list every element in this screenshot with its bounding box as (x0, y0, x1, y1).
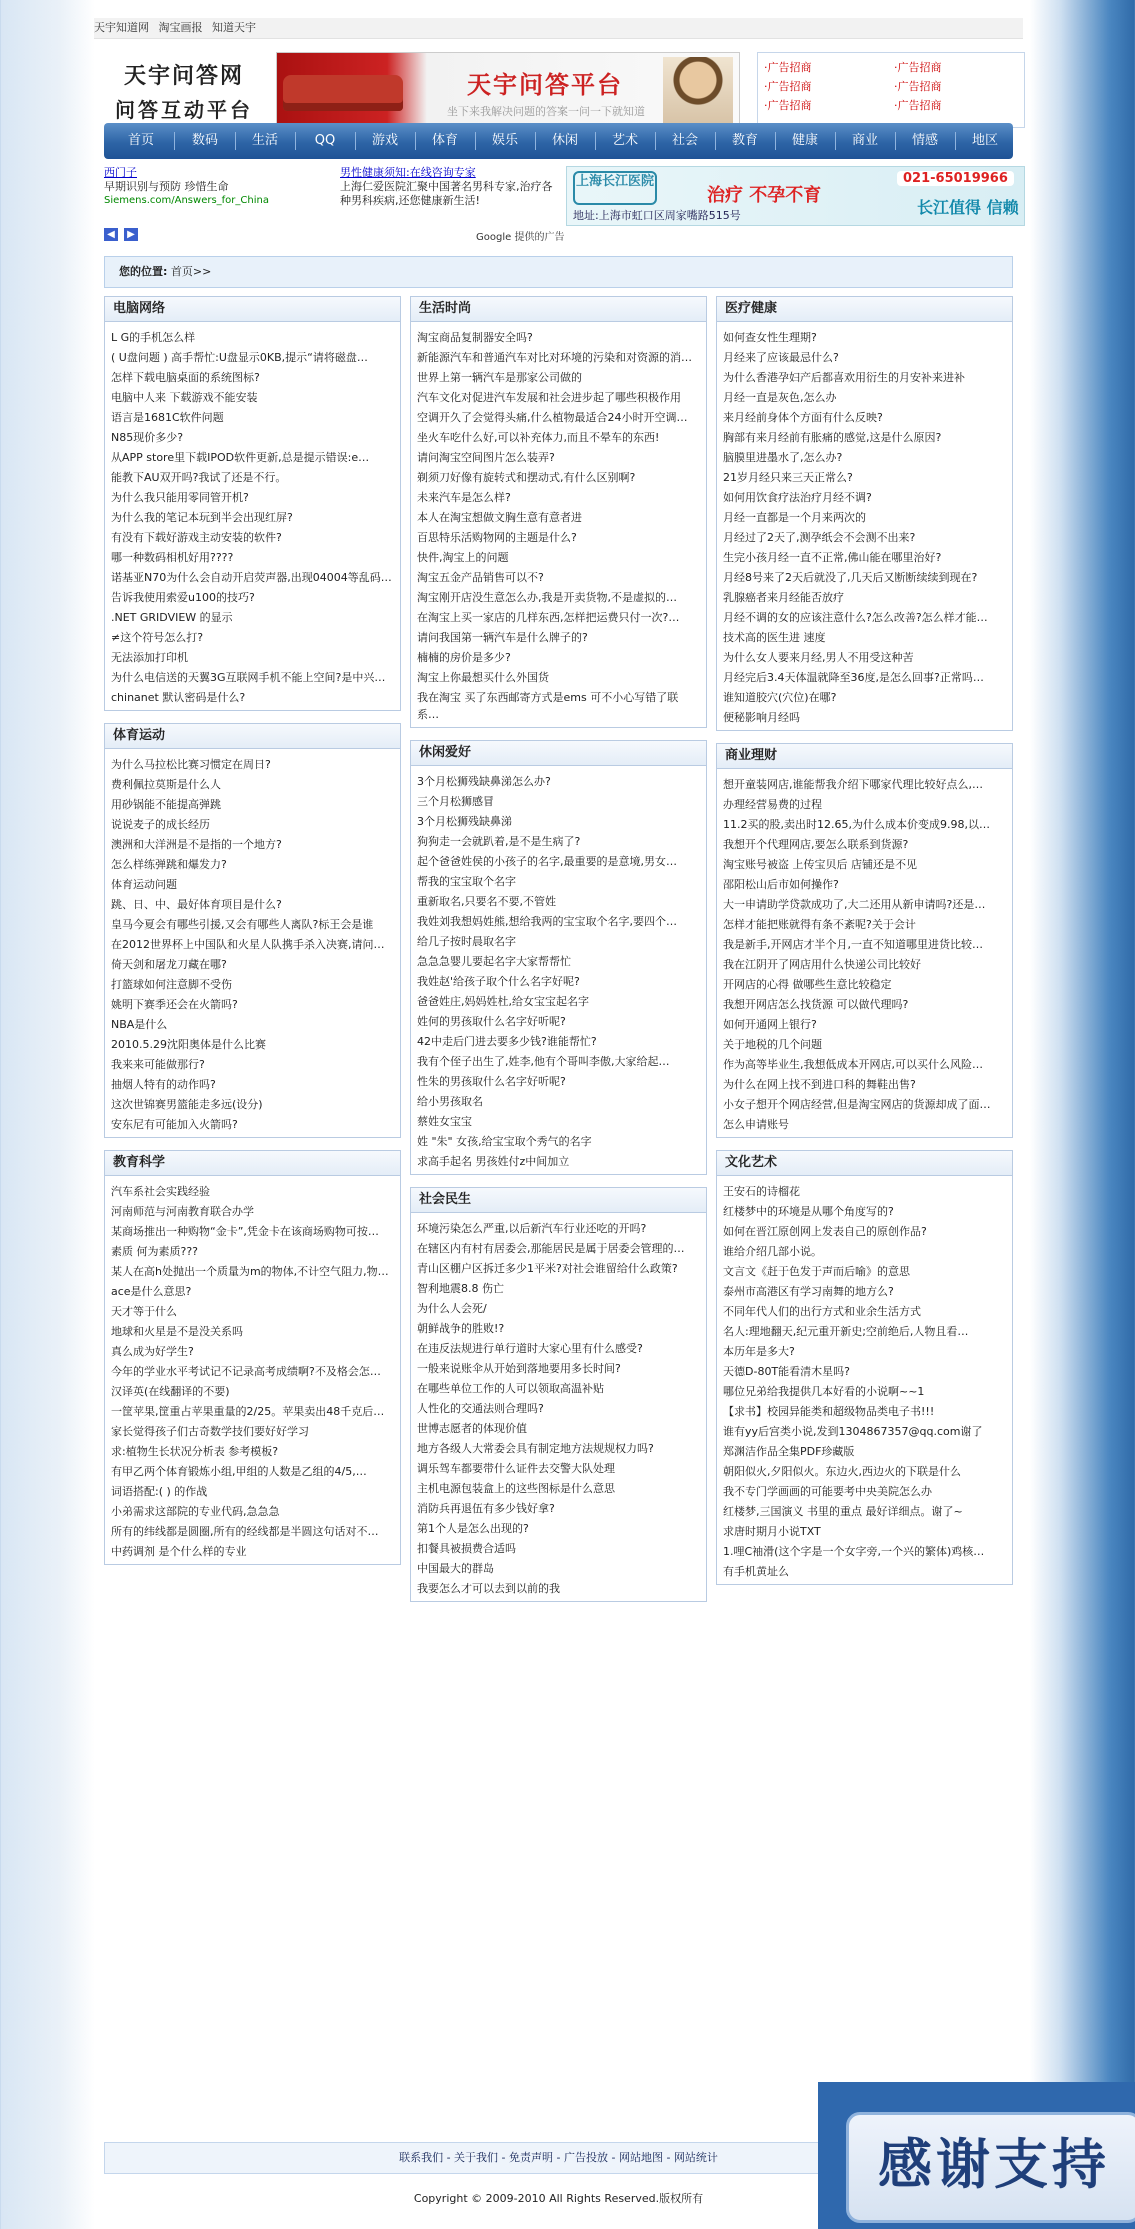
question-link[interactable]: 开网店的心得 做哪些生意比较稳定 (723, 978, 892, 991)
prev-arrow-icon[interactable]: ◀ (104, 228, 118, 241)
nav-item[interactable]: 社会 (671, 133, 698, 148)
question-link[interactable]: 为什么在网上找不到进口科的舞鞋出售? (723, 1078, 916, 1091)
question-link[interactable]: 说说麦子的成长经历 (111, 818, 210, 831)
nav-item[interactable]: 情感 (911, 133, 938, 148)
question-link[interactable]: 请问淘宝空间图片怎么装弄? (417, 451, 555, 464)
breadcrumb-label: 您的位置: (119, 265, 168, 278)
question-link[interactable]: 月经8号来了2天后就没了,几天后又断断续续到现在? (723, 571, 978, 584)
hospital-logo: 上海长江医院 (573, 171, 657, 205)
question-link[interactable]: 某商场推出一种购物“金卡”,凭金卡在该商场购物可按… (111, 1225, 379, 1238)
question-link[interactable]: 汉译英(在线翻译的不要) (111, 1385, 230, 1398)
next-arrow-icon[interactable]: ▶ (124, 228, 138, 241)
nav-separator (475, 132, 476, 150)
main-nav (104, 123, 1013, 159)
hospital-slogan: 治疗 不孕不育 (707, 185, 822, 206)
footer-link[interactable]: 网站地图 (618, 2151, 663, 2164)
nav-separator (955, 132, 956, 150)
question-link[interactable]: 急急急婴儿要起名字大家帮帮忙 (417, 955, 571, 968)
footer-link[interactable]: 广告投放 (563, 2151, 608, 2164)
question-link[interactable]: 快件,淘宝上的问题 (417, 551, 509, 564)
hospital-ad[interactable] (566, 166, 1025, 226)
question-link[interactable]: 素质 何为素质??? (111, 1245, 199, 1258)
question-link[interactable]: 胸部有来月经前有胀痛的感觉,这是什么原因? (723, 431, 942, 444)
section-title[interactable]: 电脑网络 (105, 297, 400, 322)
question-link[interactable]: ( U盘问题 ) 高手帮忙:U盘显示0KB,提示“请将磁盘… (111, 351, 368, 364)
nav-separator (715, 132, 716, 150)
question-link[interactable]: 给几子按时晨取名字 (417, 935, 516, 948)
question-link[interactable]: 空调开久了会觉得头痛,什么植物最适合24小时开空调… (417, 411, 688, 424)
site-logo[interactable] (104, 53, 264, 133)
question-link[interactable]: 我想开网店怎么找货源 可以做代理吗? (723, 998, 909, 1011)
promo-row (104, 166, 1019, 246)
nav-item[interactable]: 数码 (191, 133, 218, 148)
question-link[interactable]: 便秘影响月经吗 (723, 711, 800, 724)
ad-slot-link[interactable]: ·广告招商 (894, 99, 942, 112)
thanks-text: 感谢支持 (846, 2112, 1135, 2223)
question-list (717, 322, 1012, 730)
question-list (411, 766, 706, 1174)
nav-item[interactable]: 休闲 (551, 133, 578, 148)
question-link[interactable]: 求高手起名 男孩姓付z中间加立 (417, 1155, 570, 1168)
question-list (105, 1176, 400, 1564)
question-link[interactable]: 本历年是多大? (723, 1345, 795, 1358)
question-list (717, 769, 1012, 1137)
top-link[interactable]: 淘宝画报 (158, 21, 203, 34)
question-link[interactable]: 智利地震8.8 伤亡 (417, 1282, 504, 1295)
section-life (410, 296, 707, 728)
ad-desc: 早期识别与预防 珍惜生命 (104, 180, 229, 193)
question-link[interactable]: 倚天剑和屠龙刀藏在哪? (111, 958, 227, 971)
question-link[interactable]: 在2012世界杯上中国队和火星人队携手杀入决赛,请问… (111, 938, 385, 951)
question-link[interactable]: 郑渊洁作品全集PDF珍藏版 (723, 1445, 855, 1458)
question-link[interactable]: 谁给介绍几部小说。 (723, 1245, 822, 1258)
question-link[interactable]: 文言文《赶于色发于声而后喻》的意思 (723, 1265, 910, 1278)
ad-slot-link[interactable]: ·广告招商 (894, 61, 942, 74)
question-link[interactable]: 有甲乙两个体育锻炼小组,甲组的人数是乙组的4/5,… (111, 1465, 367, 1478)
question-link[interactable]: 我不专门学画画的可能要考中央美院怎么办 (723, 1485, 932, 1498)
column-right (716, 296, 1013, 1597)
question-link[interactable]: 在哪些单位工作的人可以领取高温补贴 (417, 1382, 604, 1395)
question-link[interactable]: 河南师范与河南教育联合办学 (111, 1205, 254, 1218)
section-title[interactable]: 体育运动 (105, 724, 400, 749)
question-link[interactable]: 世界上第一辆汽车是那家公司做的 (417, 371, 582, 384)
question-list (105, 322, 400, 710)
nav-separator (535, 132, 536, 150)
question-link[interactable]: 谁知道胶穴(穴位)在哪? (723, 691, 837, 704)
question-link[interactable]: 剃须刀好像有旋转式和摆动式,有什么区别啊? (417, 471, 636, 484)
nav-item[interactable]: 教育 (731, 133, 758, 148)
question-link[interactable]: 怎么申请账号 (723, 1118, 789, 1131)
question-link[interactable]: 如何用饮食疗法治疗月经不调? (723, 491, 872, 504)
question-link[interactable]: 楠楠的房价是多少? (417, 651, 511, 664)
question-link[interactable]: 我要怎么才可以去到以前的我 (417, 1582, 560, 1595)
question-link[interactable]: NBA是什么 (111, 1018, 168, 1031)
question-link[interactable]: 费利佩拉莫斯是什么人 (111, 778, 221, 791)
question-link[interactable]: 环境污染怎么严重,以后新汽车行业还吃的开吗? (417, 1222, 647, 1235)
question-link[interactable]: 谁有yy后宫类小说,发到1304867357@qq.com谢了 (723, 1425, 983, 1438)
top-banner-ad[interactable] (276, 52, 740, 128)
section-title[interactable]: 生活时尚 (411, 297, 706, 322)
google-ad-mid[interactable] (340, 166, 560, 208)
ad-desc: 上海仁爱医院汇聚中国著名男科专家,治疗各种男科疾病,还您健康新生活! (340, 180, 553, 207)
question-link[interactable]: 淘宝刚开店没生意怎么办,我是开卖货物,不是虚拟的… (417, 591, 677, 604)
question-link[interactable]: 安东尼有可能加入火箭吗? (111, 1118, 238, 1131)
question-link[interactable]: 人性化的交通法则合理吗? (417, 1402, 544, 1415)
question-link[interactable]: 这次世锦赛男篮能走多远(设分) (111, 1098, 263, 1111)
question-link[interactable]: 抽烟人特有的动作吗? (111, 1078, 216, 1091)
question-link[interactable]: 诺基亚N70为什么会自动开启荧声器,出现04004等乱码… (111, 571, 392, 584)
question-link[interactable]: 大一申请助学贷款成功了,大二还用从新申请吗?还是… (723, 898, 986, 911)
hospital-phone: 021-65019966 (897, 171, 1014, 186)
question-link[interactable]: 在违反法规进行单行道时大家心里有什么感受? (417, 1342, 643, 1355)
question-link[interactable]: 请问我国第一辆汽车是什么牌子的? (417, 631, 588, 644)
question-link[interactable]: 为什么马拉松比赛习惯定在周日? (111, 758, 271, 771)
question-link[interactable]: 本人在淘宝想做文胸生意有意者进 (417, 511, 582, 524)
question-link[interactable]: 坐火车吃什么好,可以补充体力,而且不晕车的东西! (417, 431, 660, 444)
nav-item[interactable]: 生活 (251, 133, 278, 148)
section-title[interactable]: 文化艺术 (717, 1151, 1012, 1176)
question-link[interactable]: 怎样下载电脑桌面的系统图标? (111, 371, 260, 384)
nav-item[interactable]: 地区 (971, 133, 998, 148)
question-link[interactable]: L G的手机怎么样 (111, 331, 196, 344)
question-link[interactable]: 用砂锅能不能提高弹跳 (111, 798, 221, 811)
top-link[interactable]: 知道天宇 (212, 21, 256, 34)
question-link[interactable]: 泰州市高港区有学习南舞的地方么? (723, 1285, 894, 1298)
question-link[interactable]: 今年的学业水平考试记不记录高考成绩啊?不及格会怎… (111, 1365, 381, 1378)
ad-title[interactable]: 西门子 (104, 166, 137, 179)
question-link[interactable]: 词语搭配:( ) 的作战 (111, 1485, 208, 1498)
question-link[interactable]: 天德D-80T能看清木星吗? (723, 1365, 850, 1378)
question-link[interactable]: 怎样才能把账就得有条不紊呢?关于会计 (723, 918, 916, 931)
question-link[interactable]: 三个月松狮感冒 (417, 795, 494, 808)
question-link[interactable]: 淘宝账号被盗 上传宝贝后 店铺还是不见 (723, 858, 917, 871)
top-link[interactable]: 天宇知道网 (94, 21, 149, 34)
question-link[interactable]: 【求书】校园异能类和超级物品类电子书!!! (723, 1405, 935, 1418)
question-link[interactable]: 3个月松狮残缺鼻涕怎么办? (417, 775, 551, 788)
question-link[interactable]: 怎么样练弹跳和爆发力? (111, 858, 227, 871)
question-link[interactable]: 我姓赵'给孩子取个什么名字好呢? (417, 975, 580, 988)
question-link[interactable]: 为什么人会死/ (417, 1302, 487, 1315)
question-link[interactable]: 21岁月经只来三天正常么? (723, 471, 853, 484)
question-link[interactable]: 性朱的男孩取什么名字好听呢? (417, 1075, 566, 1088)
question-link[interactable]: 某人在高h处抛出一个质量为m的物体,不计空气阻力,物… (111, 1265, 389, 1278)
nav-separator (415, 132, 416, 150)
question-link[interactable]: 求:植物生长状况分析表 参考模板? (111, 1445, 279, 1458)
question-link[interactable]: 月经完后3.4天体温就降至36度,是怎么回事?正常吗… (723, 671, 984, 684)
question-link[interactable]: 3个月松狮残缺鼻涕 (417, 815, 512, 828)
question-link[interactable]: 主机电源包装盒上的这些图标是什么意思 (417, 1482, 615, 1495)
question-link[interactable]: 淘宝商品复制器安全吗? (417, 331, 533, 344)
question-link[interactable]: 朝鲜战争的胜败!? (417, 1322, 505, 1335)
question-link[interactable]: 帮我的宝宝取个名字 (417, 875, 516, 888)
question-link[interactable]: 如何开通网上银行? (723, 1018, 817, 1031)
nav-separator (174, 132, 175, 150)
question-link[interactable]: 技术高的医生进 速度 (723, 631, 826, 644)
footer-link[interactable]: 网站统计 (673, 2151, 718, 2164)
question-link[interactable]: 我在淘宝 买了东西邮寄方式是ems 可不小心写错了联系… (417, 691, 679, 721)
question-link[interactable]: 月经不调的女的应该注意什么?怎么改善?怎么样才能… (723, 611, 988, 624)
section-society (410, 1187, 707, 1602)
question-link[interactable]: 王安石的诗榴花 (723, 1185, 800, 1198)
question-link[interactable]: 所有的纬线都是圆圈,所有的经线都是半圆这句话对不… (111, 1525, 379, 1538)
question-link[interactable]: 小弟需求这部院的专业代码,急急急 (111, 1505, 280, 1518)
question-link[interactable]: 关于地税的几个问题 (723, 1038, 822, 1051)
question-link[interactable]: 家长觉得孩子们古奇数学技们要好好学习 (111, 1425, 309, 1438)
section-leisure (410, 740, 707, 1175)
top-links-bar (94, 18, 1023, 39)
nav-separator (655, 132, 656, 150)
question-link[interactable]: 淘宝五金产品销售可以不? (417, 571, 544, 584)
banner-subtitle: 坐下来我解决问题的答案一问一下就知道 (447, 105, 645, 118)
question-link[interactable]: 作为高等毕业生,我想低成本开网店,可以买什么风险… (723, 1058, 983, 1071)
question-link[interactable]: 哪一种数码相机好用???? (111, 551, 234, 564)
question-link[interactable]: 重新取名,只要名不要,不管姓 (417, 895, 556, 908)
question-link[interactable]: 不同年代人们的出行方式和业余生活方式 (723, 1305, 921, 1318)
question-link[interactable]: 地方各级人大常委会具有制定地方法规规权力吗? (417, 1442, 654, 1455)
hospital-tag: 长江值得 信赖 (917, 198, 1019, 217)
nav-separator (595, 132, 596, 150)
question-link[interactable]: 脑膜里进墨水了,怎么办? (723, 451, 843, 464)
ad-slot-link[interactable]: ·广告招商 (894, 80, 942, 93)
nav-item[interactable]: 娱乐 (491, 133, 518, 148)
question-link[interactable]: 月经过了2天了,测孕纸会不会测不出来? (723, 531, 916, 544)
question-link[interactable]: 我来来可能做那行? (111, 1058, 205, 1071)
question-link[interactable]: 皇马今夏会有哪些引援,又会有哪些人离队?标王会是谁 (111, 918, 374, 931)
question-link[interactable]: 想开童装网店,谁能帮我介绍下哪家代理比较好点么,… (723, 778, 983, 791)
question-link[interactable]: 办理经营易费的过程 (723, 798, 822, 811)
question-link[interactable]: .NET GRIDVIEW 的显示 (111, 611, 233, 624)
footer-link[interactable]: 关于我们 (454, 2151, 499, 2164)
question-link[interactable]: 小女子想开个网店经营,但是淘宝网店的货源却成了面… (723, 1098, 991, 1111)
question-link[interactable]: 消防兵再退伍有多少钱好拿? (417, 1502, 555, 1515)
thanks-badge (818, 2082, 1135, 2229)
nav-item[interactable]: QQ (314, 133, 336, 148)
breadcrumb (104, 256, 1013, 288)
question-link[interactable]: 世博志愿者的体现价值 (417, 1422, 527, 1435)
question-link[interactable]: 天才等于什么 (111, 1305, 177, 1318)
question-list (717, 1176, 1012, 1584)
question-link[interactable]: 调乐驾车都要带什么证件去交警大队处理 (417, 1462, 615, 1475)
question-link[interactable]: 月经一直都是一个月来两次的 (723, 511, 866, 524)
logo-line1: 天宇问答网 (123, 63, 244, 89)
question-link[interactable]: 扣餐具被损费合适吗 (417, 1542, 516, 1555)
question-link[interactable]: ≠这个符号怎么打? (111, 631, 204, 644)
ad-slot-link[interactable]: ·广告招商 (764, 61, 812, 74)
question-link[interactable]: 澳洲和大洋洲是不是指的一个地方? (111, 838, 282, 851)
question-link[interactable]: 起个爸爸姓侯的小孩子的名字,最重要的是意境,男女… (417, 855, 677, 868)
nav-item[interactable]: 健康 (791, 133, 818, 148)
question-link[interactable]: 红楼梦中的环境是从哪个角度写的? (723, 1205, 894, 1218)
breadcrumb-home[interactable]: 首页>> (170, 265, 212, 278)
ad-slots (757, 52, 1025, 128)
question-link[interactable]: 未来汽车是怎么样? (417, 491, 511, 504)
section-business (716, 743, 1013, 1138)
copyright: Copyright © 2009-2010 All Rights Reserved.版权所有 (413, 2192, 704, 2205)
question-link[interactable]: 语言是1681C软件问题 (111, 411, 224, 424)
question-link[interactable]: 体育运动问题 (111, 878, 177, 891)
question-link[interactable]: 汽车系社会实践经验 (111, 1185, 210, 1198)
section-title[interactable]: 社会民生 (411, 1188, 706, 1213)
section-title[interactable]: 休闲爱好 (411, 741, 706, 766)
banner-title: 天宇问答平台 (467, 71, 623, 99)
question-link[interactable]: 告诉我使用索爱u100的技巧? (111, 591, 255, 604)
section-title[interactable]: 医疗健康 (717, 297, 1012, 322)
question-link[interactable]: 无法添加打印机 (111, 651, 188, 664)
question-link[interactable]: 为什么我只能用零同管开机? (111, 491, 249, 504)
section-education (104, 1150, 401, 1565)
question-link[interactable]: 第1个人是怎么出现的? (417, 1522, 529, 1535)
question-link[interactable]: 乳腺癌者来月经能否放疗 (723, 591, 844, 604)
section-health (716, 296, 1013, 731)
ad-slot-link[interactable]: ·广告招商 (764, 80, 812, 93)
footer-link[interactable]: 免责声明 (509, 2151, 554, 2164)
question-link[interactable]: 地球和火星是不是没关系吗 (111, 1325, 243, 1338)
question-link[interactable]: 跳、日、中、最好体育项目是什么? (111, 898, 282, 911)
question-link[interactable]: ace是什么意思? (111, 1285, 192, 1298)
question-link[interactable]: 邵阳松山后市如何操作? (723, 878, 839, 891)
nav-separator (775, 132, 776, 150)
nav-item[interactable]: 艺术 (611, 133, 638, 148)
question-list (411, 322, 706, 727)
question-link[interactable]: 电脑中人来 下载游戏不能安装 (111, 391, 258, 404)
question-link[interactable]: 哪位兄弟给我提供几本好看的小说啊~~1 (723, 1385, 925, 1398)
section-title[interactable]: 教育科学 (105, 1151, 400, 1176)
section-title[interactable]: 商业理财 (717, 744, 1012, 769)
question-link[interactable]: 有没有下载好游戏主动安装的软件? (111, 531, 282, 544)
question-link[interactable]: N85现价多少? (111, 431, 184, 444)
question-link[interactable]: 新能源汽车和普通汽车对比对环境的污染和对资源的消… (417, 351, 692, 364)
question-link[interactable]: 为什么女人要来月经,男人不用受这种苦 (723, 651, 914, 664)
question-link[interactable]: 11.2买的股,卖出时12.65,为什么成本价变成9.98,以… (723, 818, 990, 831)
question-link[interactable]: 我姓刘我想妈姓熊,想给我两的宝宝取个名字,要四个… (417, 915, 677, 928)
question-link[interactable]: 我在江阴开了网店用什么快递公司比较好 (723, 958, 921, 971)
nav-separator (895, 132, 896, 150)
question-link[interactable]: 如何查女性生理期? (723, 331, 817, 344)
question-link[interactable]: 打篮球如何注意脚不受伤 (111, 978, 232, 991)
column-middle (410, 296, 707, 1614)
question-link[interactable]: 在辖区内有村有居委会,那能居民是属于居委会管理的… (417, 1242, 685, 1255)
question-link[interactable]: 百思特乐活购物网的主题是什么? (417, 531, 577, 544)
google-ad-left[interactable] (104, 166, 334, 208)
question-link[interactable]: 朝阳似火,夕阳似火。东边火,西边火的下联是什么 (723, 1465, 961, 1478)
question-link[interactable]: 为什么电信送的天翼3G互联网手机不能上空间?是中兴… (111, 671, 386, 684)
question-link[interactable]: 中国最大的群岛 (417, 1562, 494, 1575)
question-link[interactable]: 能教下AU双开吗?我试了还是不行。 (111, 471, 287, 484)
nav-separator (235, 132, 236, 150)
section-sports (104, 723, 401, 1138)
question-link[interactable]: 有手机黄址么 (723, 1565, 789, 1578)
question-link[interactable]: 2010.5.29沈阳奥体是什么比赛 (111, 1038, 266, 1051)
nav-separator (295, 132, 296, 150)
question-link[interactable]: 蔡姓女宝宝 (417, 1115, 472, 1128)
section-computer (104, 296, 401, 711)
question-link[interactable]: 名人:理地翻天,纪元重开新史;空前绝后,人物且看… (723, 1325, 969, 1338)
question-link[interactable]: 求唐时期月小说TXT (723, 1525, 821, 1538)
nav-item[interactable]: 体育 (431, 133, 458, 148)
sofa-image (283, 75, 403, 111)
question-link[interactable]: 生完小孩月经一直不正常,佛山能在哪里治好? (723, 551, 942, 564)
nav-item[interactable]: 商业 (851, 133, 878, 148)
ad-title[interactable]: 男性健康须知:在线咨询专家 (340, 166, 476, 179)
question-link[interactable]: 狗狗走一会就趴着,是不是生病了? (417, 835, 581, 848)
question-link[interactable]: 如何在晋江原创网上发表自己的原创作品? (723, 1225, 927, 1238)
question-link[interactable]: 月经来了应该最忌什么? (723, 351, 839, 364)
question-link[interactable]: 在淘宝上买一家店的几样东西,怎样把运费只付一次?… (417, 611, 680, 624)
question-link[interactable]: 真么成为好学生? (111, 1345, 194, 1358)
question-list (105, 749, 400, 1137)
question-link[interactable]: 中药调剂 是个什么样的专业 (111, 1545, 247, 1558)
footer-link[interactable]: 联系我们 (399, 2151, 444, 2164)
question-link[interactable]: 青山区棚户区拆迁多少1平米?对社会谁留给什么政策? (417, 1262, 678, 1275)
page (94, 18, 1023, 2229)
nav-separator (355, 132, 356, 150)
footer-links: 联系我们 - 关于我们 - 免责声明 - 广告投放 - 网站地图 - 网站统计 (104, 2142, 1013, 2174)
hospital-address: 地址:上海市虹口区周家嘴路515号 (573, 209, 741, 222)
nav-separator (835, 132, 836, 150)
question-link[interactable]: chinanet 默认密码是什么? (111, 691, 246, 704)
question-link[interactable]: 1.哩C袖滑(这个字是一个女字旁,一个兴的繁体)鸡核… (723, 1545, 985, 1558)
question-link[interactable]: 姚明下赛季还会在火箭吗? (111, 998, 238, 1011)
question-link[interactable]: 一筐苹果,筐重占苹果重量的2/25。苹果卖出48千克后… (111, 1405, 385, 1418)
question-link[interactable]: 一般来说账伞从开始到落地要用多长时间? (417, 1362, 621, 1375)
question-link[interactable]: 为什么香港孕妇产后都喜欢用衍生的月安补来进补 (723, 371, 965, 384)
nav-item[interactable]: 游戏 (371, 133, 398, 148)
question-link[interactable]: 为什么我的笔记本玩到半会出现红屏? (111, 511, 293, 524)
question-link[interactable]: 来月经前身体个方面有什么反映? (723, 411, 883, 424)
google-ads-label[interactable]: Google 提供的广告 (476, 232, 565, 243)
question-list (411, 1213, 706, 1601)
question-link[interactable]: 我有个侄子出生了,姓李,他有个哥叫李傲,大家给起… (417, 1055, 670, 1068)
ad-slot-link[interactable]: ·广告招商 (764, 99, 812, 112)
question-link[interactable]: 爸爸姓庄,妈妈姓杜,给女宝宝起名字 (417, 995, 589, 1008)
banner-photo (663, 57, 733, 123)
question-link[interactable]: 淘宝上你最想买什么外国货 (417, 671, 549, 684)
question-link[interactable]: 姓 "朱" 女孩,给宝宝取个秀气的名字 (417, 1135, 592, 1148)
question-link[interactable]: 给小男孩取名 (417, 1095, 483, 1108)
question-link[interactable]: 42中走后门进去要多少钱?谁能帮忙? (417, 1035, 597, 1048)
logo-line2: 问答互动平台 (115, 98, 253, 122)
ad-url[interactable]: Siemens.com/Answers_for_China (104, 195, 269, 206)
section-arts (716, 1150, 1013, 1585)
column-left (104, 296, 401, 1577)
question-link[interactable]: 红楼梦,三国演义 书里的重点 最好详细点。谢了~ (723, 1505, 963, 1518)
question-link[interactable]: 月经一直是灰色,怎么办 (723, 391, 837, 404)
nav-item[interactable]: 首页 (127, 133, 154, 148)
question-link[interactable]: 我想开个代理网店,要怎么联系到货源? (723, 838, 909, 851)
question-link[interactable]: 从APP store里下载IPOD软件更新,总是提示错误:e… (111, 451, 370, 464)
question-link[interactable]: 汽车文化对促进汽车发展和社会进步起了哪些积极作用 (417, 391, 681, 404)
question-link[interactable]: 姓何的男孩取什么名字好听呢? (417, 1015, 566, 1028)
question-link[interactable]: 我是新手,开网店才半个月,一直不知道哪里进货比较… (723, 938, 983, 951)
